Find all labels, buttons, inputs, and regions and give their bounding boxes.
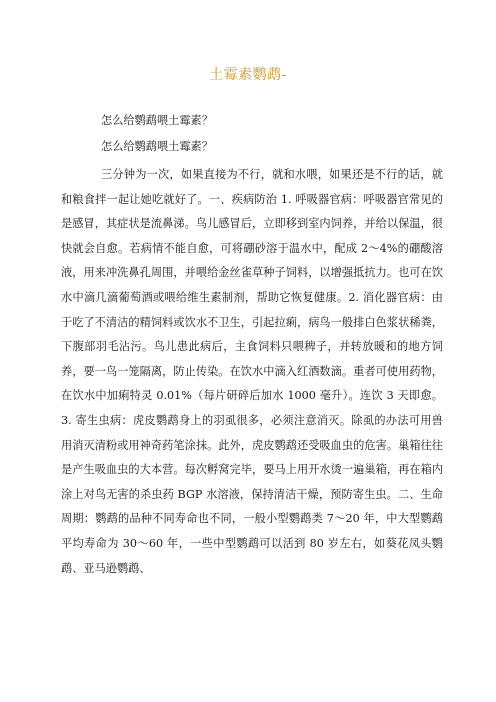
document-title: 土霉素鹦鹉- <box>209 67 287 83</box>
question-line-2: 怎么给鹦鹉喂土霉素？ <box>101 140 213 153</box>
question-line-1: 怎么给鹦鹉喂土霉素？ <box>101 114 213 127</box>
body-paragraph: 三分钟为一次，如果直接为不行，就和水喂，如果还是不行的话，就和粮食拌一起让她吃就好了。一、疾病防治 1. 呼吸器官病：呼吸器官常见的是感冒，其症状是流鼻涕。鸟儿感冒后，立即移到室内饲养，并给以保温，很快就会自愈。若病情不能自愈，可将硼砂溶于温水中，配成 2～4%的硼酸溶液，用来冲洗鼻孔周围，并喂给金丝雀草种子饲料，以增强抵抗力。也可在饮水中滴几滴葡萄酒或喂给维生素制剂，帮助它恢复健康。2. 消化器官病：由于吃了不清洁的精饲料或饮水不卫生，引起拉痢，病鸟一般排白色浆状稀粪，下腹部羽毛沾污。鸟儿患此病后，主食饲料只喂稗子，并转放暖和的地方饲养，要一鸟一笼隔离，防止传染。在饮水中滴入红酒数滴。重者可使用药物，在饮水中加痢特灵 0.01%（每片研碎后加水 1000 毫升）。连饮 3 天即愈。3. 寄生虫病：虎皮鹦鹉身上的羽虱很多，必须注意消灭。除虱的办法可用兽用消灭清粉或用神奇药笔涂抹。此外，虎皮鹦鹉还受吸血虫的危害。巢箱往往是产生吸血虫的大本营。每次孵窝完毕，要马上用开水烫一遍巢箱，再在箱内涂上对鸟无害的杀虫药 BGP 水溶液，保持清洁干燥，预防寄生虫。二、生命周期：鹦鹉的品种不同寿命也不同，一般小型鹦鹉类 7～20 年，中大型鹦鹉平均寿命为 30～60 年，一些中型鹦鹉可以活到 80 岁左右，如葵花凤头鹦鹉、亚马逊鹦鹉、 <box>61 168 443 575</box>
